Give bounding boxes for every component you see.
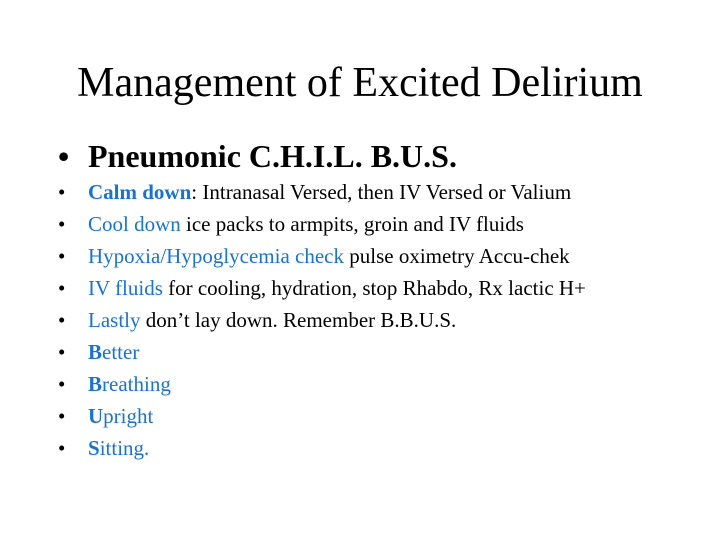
item-highlight: B — [88, 372, 103, 396]
item-text: : Intranasal Versed, then IV Versed or Valium — [191, 180, 572, 204]
list-item-lastly — [58, 304, 708, 336]
item-text: etter — [102, 340, 140, 364]
item-text: reathing — [102, 372, 171, 396]
list-item-breathing — [58, 368, 708, 400]
list-item-calm-down — [58, 176, 708, 208]
bullet-glyph: • — [58, 308, 66, 332]
bullet-glyph: • — [58, 436, 66, 460]
item-text: pulse oximetry Accu-chek — [344, 244, 570, 268]
list-item-better — [58, 336, 708, 368]
item-highlight: Cool down — [88, 212, 181, 236]
item-highlight: IV fluids — [88, 276, 163, 300]
bullet-glyph: • — [58, 372, 66, 396]
bullet-glyph: • — [58, 404, 66, 428]
bullet-list — [58, 176, 708, 464]
bullet-glyph: • — [58, 180, 66, 204]
item-highlight: S — [88, 436, 100, 460]
item-text: ice packs to armpits, groin and IV fluids — [180, 212, 524, 236]
item-text: pright — [103, 404, 154, 428]
item-highlight: Lastly — [88, 308, 141, 332]
item-highlight: Calm down — [88, 180, 192, 204]
list-item-sitting — [58, 432, 708, 464]
heading-row — [58, 136, 457, 176]
mnemonic-heading: Pneumonic C.H.I.L. B.U.S. — [88, 138, 457, 174]
bullet-glyph: • — [58, 244, 66, 268]
item-text: for cooling, hydration, stop Rhabdo, Rx lactic H+ — [162, 276, 586, 300]
list-item-iv-fluids — [58, 272, 708, 304]
item-text: itting. — [99, 436, 150, 460]
bullet-glyph: • — [58, 138, 70, 174]
bullet-glyph: • — [58, 212, 66, 236]
bullet-glyph: • — [58, 276, 66, 300]
item-text: don’t lay down. Remember B.B.U.S. — [140, 308, 457, 332]
list-item-upright — [58, 400, 708, 432]
list-item-hypoxia-check — [58, 240, 708, 272]
list-item-cool-down — [58, 208, 708, 240]
bullet-glyph: • — [58, 340, 66, 364]
item-highlight: U — [88, 404, 104, 428]
slide-title: Management of Excited Delirium — [77, 60, 643, 106]
item-highlight: Hypoxia/Hypoglycemia check — [88, 244, 344, 268]
item-highlight: B — [88, 340, 103, 364]
